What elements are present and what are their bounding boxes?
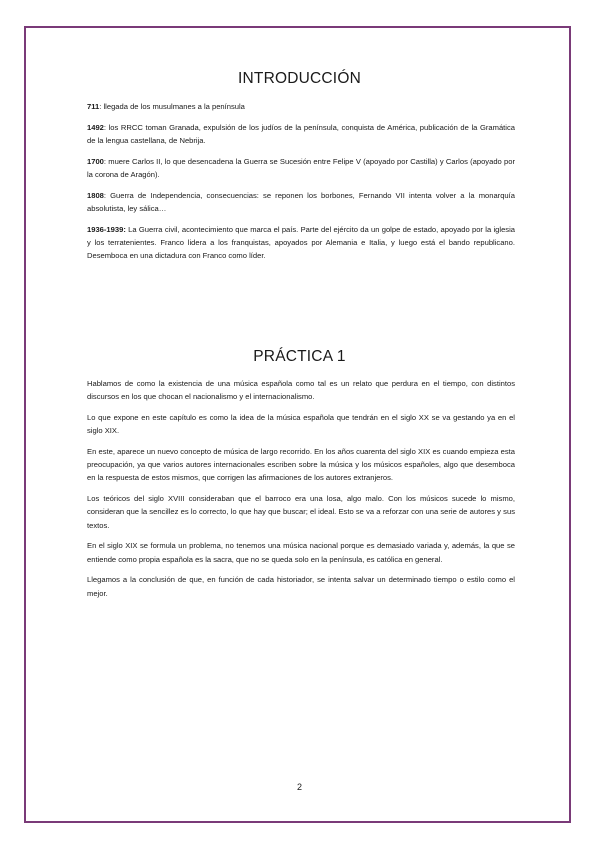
practica-section: [87, 377, 515, 607]
body-paragraph: Llegamos a la conclusión de que, en función de cada historiador, se intenta salvar un determinado tiempo o estilo como el mejor.: [87, 575, 515, 598]
entry-text: : los RRCC toman Granada, expulsión de los judíos de la península, conquista de América, publicación de la Gramática de la lengua castellana, de Nebrija.: [87, 122, 515, 145]
entry-year: 1492: [87, 122, 104, 132]
intro-title: INTRODUCCIÓN: [238, 70, 361, 87]
body-paragraph: Lo que expone en este capítulo es como la idea de la música española que tendrán en el siglo XX se va gestando ya en el siglo XIX.: [87, 413, 515, 436]
intro-entry: [87, 223, 515, 263]
page-number: 2: [296, 782, 302, 792]
practica-title: PRÁCTICA 1: [253, 348, 346, 365]
body-paragraph: Los teóricos del siglo XVIII consideraban que el barroco era una losa, algo malo. Con los músicos sucede lo mismo, consideran que la sencillez es lo correcto, lo que hay que buscar; el ideal. Esto se va a reforzar con una serie de autores y sus textos.: [87, 494, 515, 530]
intro-section: [87, 100, 515, 270]
entry-year: 711: [87, 102, 100, 111]
entry-text: : muere Carlos II, lo que desencadena la Guerra se Sucesión entre Felipe V (apoyado por Castilla) y Carlos (apoyado por la corona de Aragón).: [87, 156, 515, 179]
entry-text: : llegada de los musulmanes a la península: [99, 102, 245, 111]
entry-text: La Guerra civil, acontecimiento que marca el país. Parte del ejército da un golpe de estado, apoyado por la iglesia y los terratenientes. Franco lidera a los franquistas, apoyados por Alemania e Italia, y luego está el bando republicano. Desemboca en una dictadura con Franco como líder.: [87, 224, 515, 261]
intro-entry: [87, 121, 515, 147]
body-paragraph: Hablamos de como la existencia de una música española como tal es un relato que perdura en el tiempo, con distintos discursos en los que chocan el nacionalismo y el internacionalismo.: [87, 379, 515, 402]
entry-year: 1936-1939:: [87, 224, 126, 234]
entry-year: 1808: [87, 190, 104, 200]
body-paragraph: En este, aparece un nuevo concepto de música de largo recorrido. En los años cuarenta del siglo XIX es cuando empieza esta preocupación, ya que varios autores internacionales escriben sobre la música y los músicos españoles, algo que desemboca en la respuesta de estos mismos, que corrigen las afirmaciones de los autores extranjeros.: [87, 447, 515, 483]
intro-entry: [87, 189, 515, 215]
intro-entry: [87, 100, 515, 113]
body-paragraph: En el siglo XIX se formula un problema, no tenemos una música nacional porque es demasiado variada y, además, la que se entiende como propia española es la sacra, que no se queda solo en la península, es católica en general.: [87, 541, 515, 564]
entry-text: : Guerra de Independencia, consecuencias: se reponen los borbones, Fernando VII intenta volver a la monarquía absolutista, ley sálica…: [87, 190, 515, 213]
intro-entry: [87, 155, 515, 181]
entry-year: 1700: [87, 156, 104, 166]
